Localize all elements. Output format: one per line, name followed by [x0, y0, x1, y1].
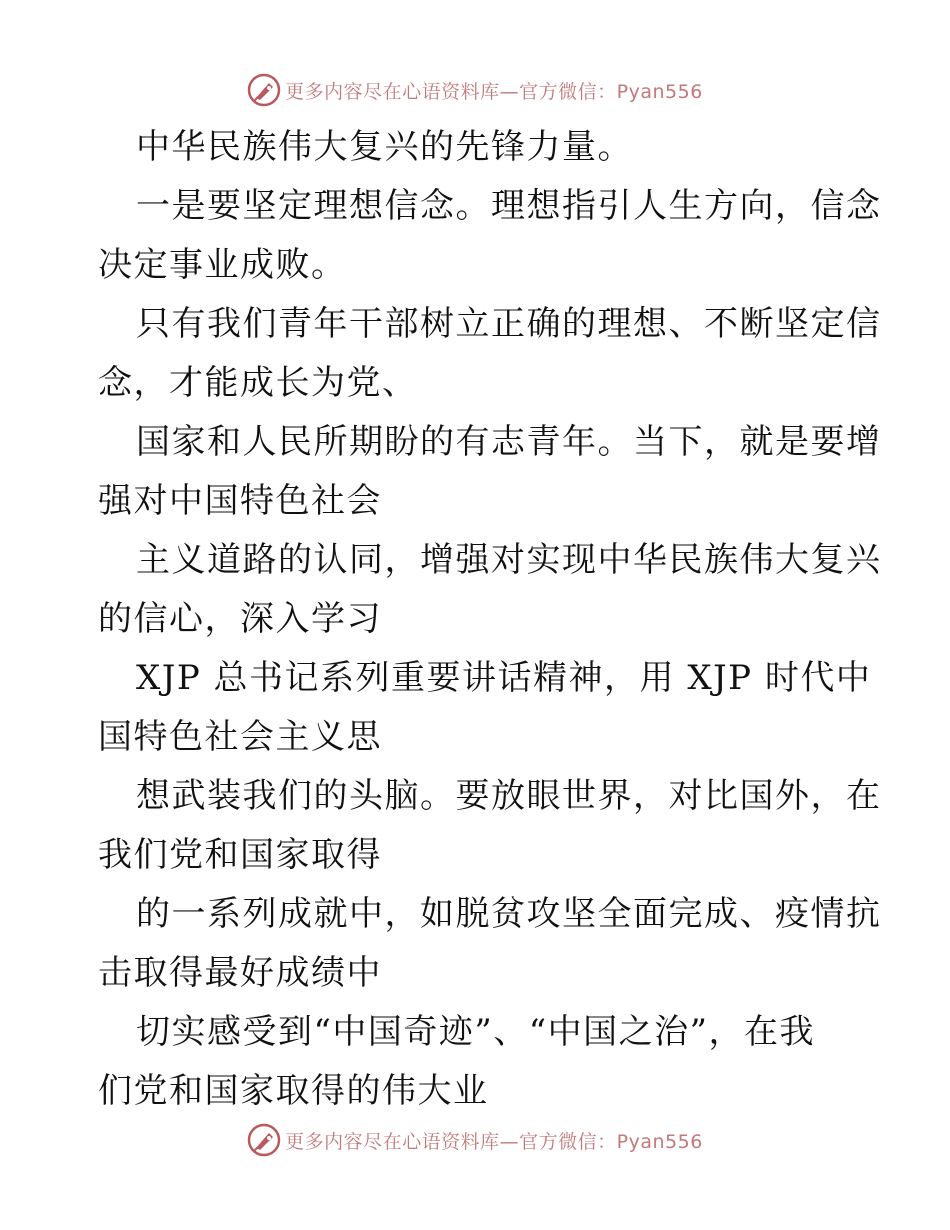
- text-line: 念，才能成长为党、: [98, 363, 418, 403]
- text-line: 中华民族伟大复兴的先锋力量。: [136, 127, 633, 167]
- text-line: 的信心，深入学习: [98, 599, 382, 639]
- text-line: 们党和国家取得的伟大业: [98, 1071, 489, 1111]
- footer-banner: [0, 1120, 950, 1160]
- text-line: 主义道路的认同，增强对实现中华民族伟大复兴: [136, 540, 882, 580]
- text-line: 的一系列成就中，如脱贫攻坚全面完成、疫情抗: [136, 894, 882, 934]
- text-line: 只有我们青年干部树立正确的理想、不断坚定信: [136, 304, 882, 344]
- text-line: 切实感受到“中国奇迹”、“中国之治”，在我: [136, 1012, 816, 1052]
- text-line: 国家和人民所期盼的有志青年。当下，就是要增: [136, 422, 882, 462]
- header-banner-text: 更多内容尽在心语资料库—官方微信：Pyan556: [285, 80, 703, 103]
- pen-nib-logo-icon: [247, 73, 281, 107]
- text-line: 想武装我们的头脑。要放眼世界，对比国外，在: [136, 776, 882, 816]
- pen-nib-logo-icon: [247, 1123, 281, 1157]
- text-line: 决定事业成败。: [98, 245, 347, 285]
- header-banner: [0, 70, 950, 110]
- text-line: 强对中国特色社会: [98, 481, 382, 521]
- text-line: 击取得最好成绩中: [98, 953, 382, 993]
- text-line: 一是要坚定理想信念。理想指引人生方向，信念: [136, 186, 882, 226]
- text-line: 我们党和国家取得: [98, 835, 382, 875]
- text-line: 国特色社会主义思: [98, 717, 382, 757]
- text-line: XJP 总书记系列重要讲话精神，用 XJP 时代中: [136, 658, 872, 698]
- document-body: [98, 118, 882, 1121]
- footer-banner-text: 更多内容尽在心语资料库—官方微信：Pyan556: [285, 1130, 703, 1153]
